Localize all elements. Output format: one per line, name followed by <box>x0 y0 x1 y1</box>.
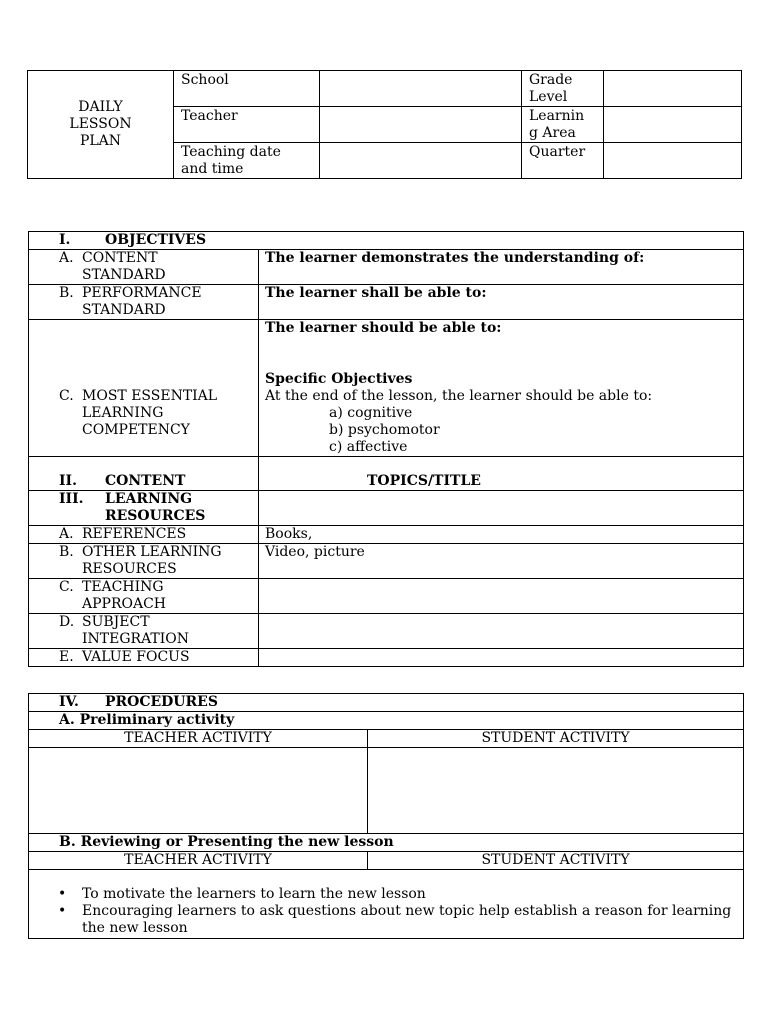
competency-label-line: MOST ESSENTIAL <box>82 388 218 404</box>
item-letter: E. <box>59 649 74 665</box>
specific-objectives-intro: At the end of the lesson, the learner should be able to: <box>265 388 653 404</box>
content-section-header <box>29 457 259 491</box>
procedures-table <box>28 693 744 939</box>
competency-heading: The learner should be able to: <box>265 320 502 336</box>
review-bullet-list <box>29 886 743 937</box>
lesson-plan-header-table <box>27 70 742 179</box>
learning-area-field[interactable] <box>604 107 742 143</box>
value-focus-value[interactable] <box>259 649 744 667</box>
teacher-field[interactable] <box>320 107 522 143</box>
subject-integration-value[interactable] <box>259 614 744 649</box>
review-bullet-item: • To motivate the learners to learn the new lesson <box>82 886 743 903</box>
content-standard-label-line: STANDARD <box>82 267 166 283</box>
other-resources-label-line: RESOURCES <box>82 561 177 577</box>
item-letter: C. <box>59 388 74 404</box>
teacher-activity-header: TEACHER ACTIVITY <box>29 852 368 870</box>
competency-label-line: COMPETENCY <box>82 422 190 438</box>
other-resources-value[interactable]: Video, picture <box>259 544 744 579</box>
preliminary-teacher-activity-cell[interactable] <box>29 748 368 834</box>
learning-area-label-line: g Area <box>529 125 576 141</box>
specific-objective-item: a) cognitive <box>329 405 413 421</box>
item-letter: A. <box>59 250 74 266</box>
competency-label <box>29 320 259 457</box>
teaching-approach-label-line: APPROACH <box>82 596 166 612</box>
school-field[interactable] <box>320 71 522 107</box>
objectives-section-title: OBJECTIVES <box>105 232 207 248</box>
preliminary-activity-title: A. Preliminary activity <box>29 712 744 730</box>
plan-title-line: LESSON <box>69 116 132 132</box>
item-letter: A. <box>59 526 74 542</box>
specific-objective-item: b) psychomotor <box>329 422 440 438</box>
quarter-field[interactable] <box>604 143 742 179</box>
plan-title-line: PLAN <box>79 133 122 149</box>
value-focus-label <box>29 649 259 667</box>
objectives-section-header <box>29 232 744 250</box>
subject-integration-label <box>29 614 259 649</box>
review-lesson-title: B. Reviewing or Presenting the new lesson <box>29 834 744 852</box>
teacher-activity-header: TEACHER ACTIVITY <box>29 730 368 748</box>
review-lesson-content[interactable] <box>29 870 744 939</box>
quarter-label: Quarter <box>522 143 604 179</box>
content-section-number: II. <box>59 473 77 489</box>
competency-value[interactable] <box>259 320 744 457</box>
grade-level-label-line: Level <box>529 89 568 105</box>
grade-level-field[interactable] <box>604 71 742 107</box>
resources-section-title-line: LEARNING <box>105 491 193 507</box>
content-topic-title[interactable]: TOPICS/TITLE <box>259 457 744 491</box>
teaching-date-field[interactable] <box>320 143 522 179</box>
student-activity-header: STUDENT ACTIVITY <box>368 730 744 748</box>
subject-integration-label-line: INTEGRATION <box>82 631 190 647</box>
teacher-label: Teacher <box>174 107 320 143</box>
specific-objective-item: c) affective <box>329 439 408 455</box>
teaching-approach-value[interactable] <box>259 579 744 614</box>
resources-section-number: III. <box>59 491 84 507</box>
item-letter: B. <box>59 544 74 560</box>
procedures-section-number: IV. <box>59 694 79 710</box>
performance-standard-label-line: STANDARD <box>82 302 166 318</box>
item-letter: C. <box>59 579 74 595</box>
objectives-section-number: I. <box>59 232 71 248</box>
references-value[interactable]: Books, <box>259 526 744 544</box>
content-standard-value[interactable]: The learner demonstrates the understanding of: <box>259 250 744 285</box>
preliminary-student-activity-cell[interactable] <box>368 748 744 834</box>
item-letter: B. <box>59 285 74 301</box>
procedures-section-header <box>29 694 744 712</box>
content-standard-label-line: CONTENT <box>82 250 158 266</box>
objectives-table <box>28 231 744 667</box>
plan-title-line: DAILY <box>78 99 123 115</box>
performance-standard-label-line: PERFORMANCE <box>82 285 202 301</box>
specific-objectives-title: Specific Objectives <box>265 371 413 387</box>
learning-area-label <box>522 107 604 143</box>
teaching-date-label-line: Teaching date <box>181 144 281 160</box>
resources-section-title-line: RESOURCES <box>105 508 206 524</box>
student-activity-header: STUDENT ACTIVITY <box>368 852 744 870</box>
procedures-section-title: PROCEDURES <box>105 694 218 710</box>
subject-integration-label-line: SUBJECT <box>82 614 150 630</box>
grade-level-label <box>522 71 604 107</box>
references-label <box>29 526 259 544</box>
teaching-date-label-line: and time <box>181 161 244 177</box>
review-bullet-item: • Encouraging learners to ask questions about new topic help establish a reason for learning the new lesson <box>82 903 743 937</box>
plan-title-cell <box>28 71 174 179</box>
resources-section-value <box>259 491 744 526</box>
other-resources-label-line: OTHER LEARNING <box>82 544 222 560</box>
school-label: School <box>174 71 320 107</box>
other-resources-label <box>29 544 259 579</box>
resources-section-header <box>29 491 259 526</box>
item-letter: D. <box>59 614 75 630</box>
grade-level-label-line: Grade <box>529 72 573 88</box>
content-section-title: CONTENT <box>105 473 186 489</box>
teaching-approach-label-line: TEACHING <box>82 579 164 595</box>
performance-standard-label <box>29 285 259 320</box>
teaching-date-label <box>174 143 320 179</box>
performance-standard-value[interactable]: The learner shall be able to: <box>259 285 744 320</box>
content-standard-label <box>29 250 259 285</box>
competency-label-line: LEARNING <box>82 405 164 421</box>
learning-area-label-line: Learnin <box>529 108 585 124</box>
references-label-text: REFERENCES <box>82 526 187 542</box>
teaching-approach-label <box>29 579 259 614</box>
value-focus-label-text: VALUE FOCUS <box>82 649 190 665</box>
